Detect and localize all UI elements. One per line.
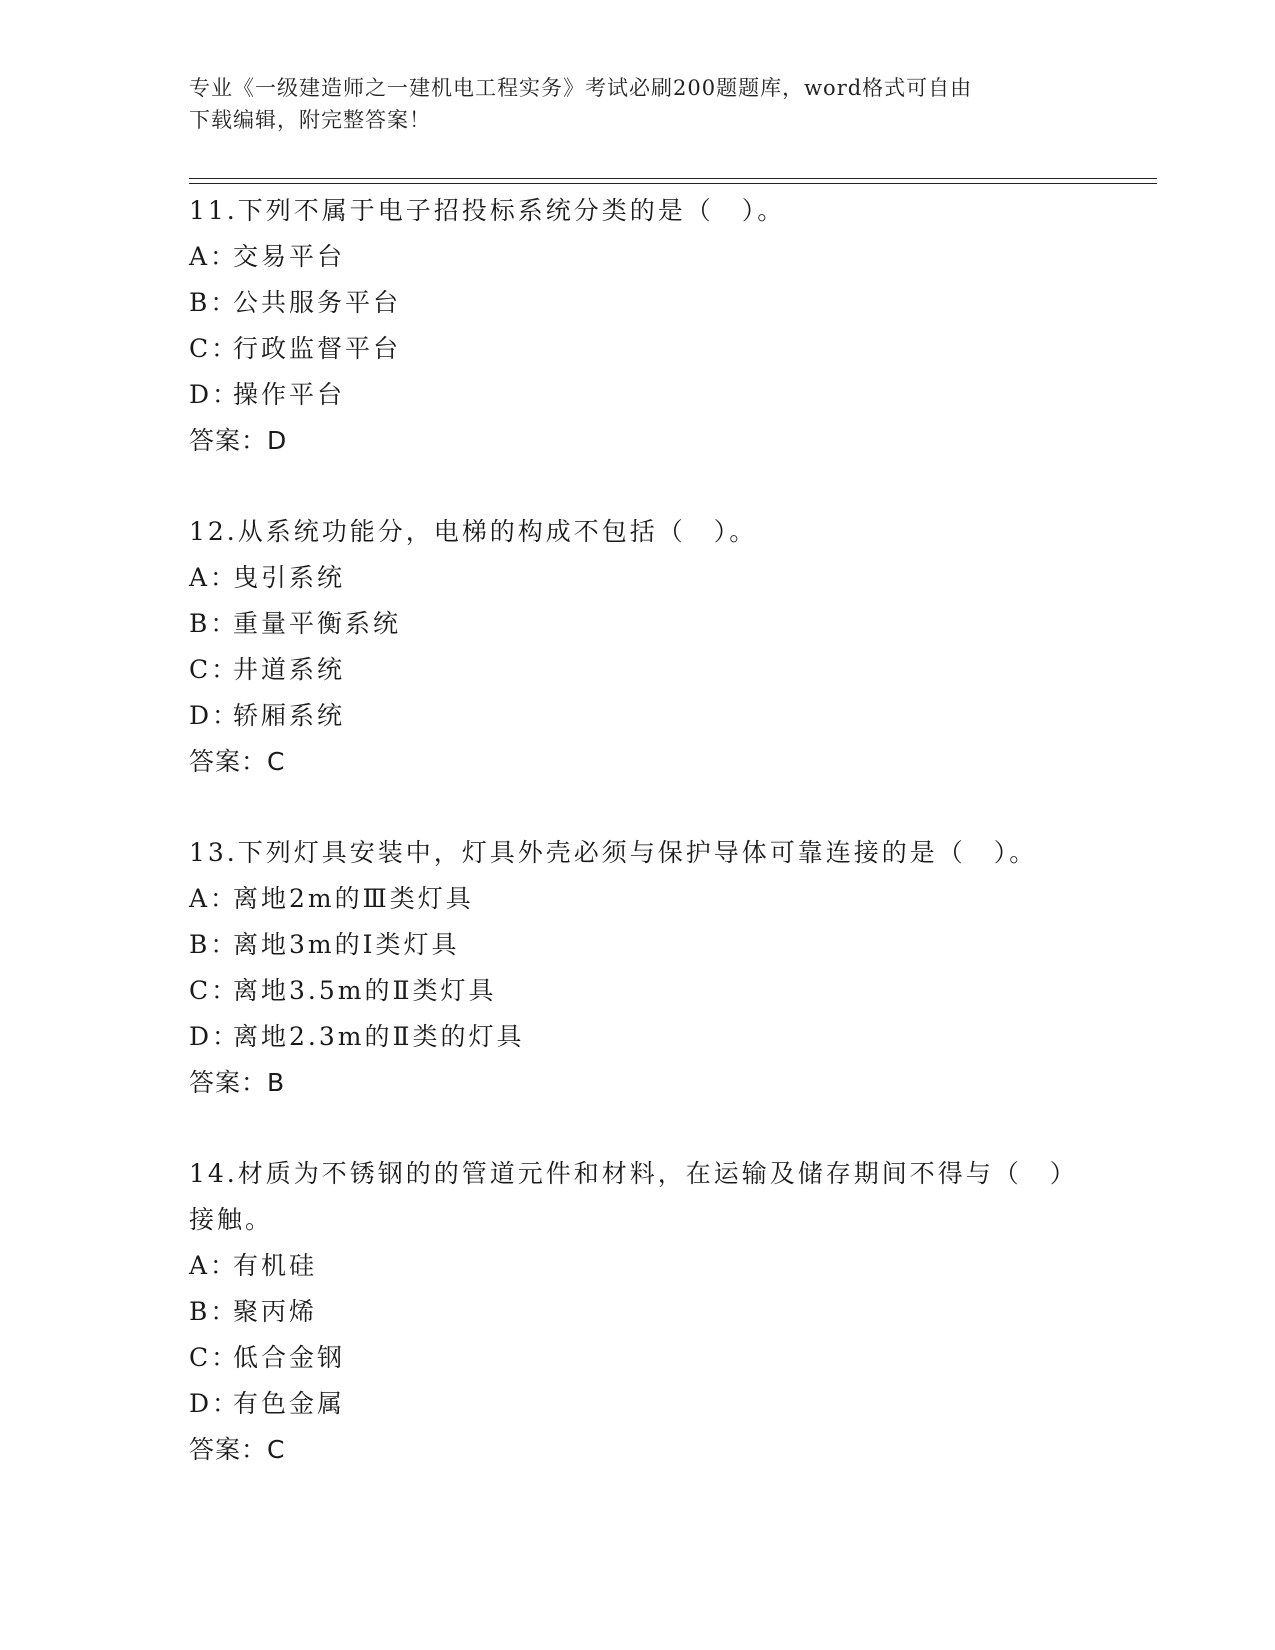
option-letter: A： [189, 884, 239, 913]
header-line-1: 专业《一级建造师之一建机电工程实务》考试必刷200题题库，word格式可自由 [189, 76, 973, 100]
option-b [189, 601, 1069, 647]
header-line-2: 下载编辑，附完整答案！ [189, 108, 431, 132]
option-text: 轿厢系统 [233, 701, 346, 730]
question-stem: 11.下列不属于电子招投标系统分类的是（ ）。 [189, 196, 786, 225]
option-c [189, 1335, 1069, 1381]
option-text: 有色金属 [233, 1389, 346, 1418]
option-c [189, 326, 1069, 372]
option-text: 聚丙烯 [233, 1297, 318, 1326]
question-11 [189, 188, 1069, 464]
option-text: 重量平衡系统 [233, 609, 402, 638]
option-a [189, 234, 1069, 280]
option-letter: A： [189, 242, 239, 271]
option-text: 操作平台 [233, 380, 346, 409]
option-d [189, 693, 1069, 739]
option-text: 交易平台 [233, 242, 346, 271]
question-12 [189, 509, 1069, 785]
option-text: 行政监督平台 [233, 334, 402, 363]
option-letter: B： [189, 1297, 239, 1326]
answer-label: 答案：B [189, 1068, 286, 1097]
option-letter: A： [189, 1251, 239, 1280]
option-b [189, 280, 1069, 326]
option-letter: C： [189, 655, 240, 684]
option-c [189, 647, 1069, 693]
option-c [189, 968, 1069, 1014]
option-b [189, 1289, 1069, 1335]
option-text: 离地3.5m的Ⅱ类灯具 [233, 976, 497, 1005]
option-letter: B： [189, 609, 239, 638]
option-text: 离地3m的Ⅰ类灯具 [233, 930, 460, 959]
option-d [189, 1014, 1069, 1060]
option-text: 曳引系统 [233, 563, 346, 592]
option-letter: C： [189, 1343, 240, 1372]
option-text: 井道系统 [233, 655, 346, 684]
answer-label: 答案：D [189, 426, 288, 455]
option-a [189, 876, 1069, 922]
option-letter: B： [189, 288, 239, 317]
option-text: 公共服务平台 [233, 288, 402, 317]
question-list [189, 188, 1069, 1518]
option-a [189, 555, 1069, 601]
option-d [189, 1381, 1069, 1427]
question-14 [189, 1151, 1069, 1473]
option-a [189, 1243, 1069, 1289]
document-header [189, 72, 1089, 136]
option-letter: D： [189, 1389, 241, 1418]
option-text: 低合金钢 [233, 1343, 346, 1372]
question-stem: 14.材质为不锈钢的的管道元件和材料，在运输及储存期间不得与（ ）接触。 [189, 1159, 1066, 1234]
option-letter: D： [189, 380, 241, 409]
option-text: 离地2m的Ⅲ类灯具 [233, 884, 474, 913]
question-13 [189, 830, 1069, 1106]
option-d [189, 372, 1069, 418]
option-letter: B： [189, 930, 239, 959]
option-text: 有机硅 [233, 1251, 318, 1280]
option-text: 离地2.3m的Ⅱ类的灯具 [233, 1022, 525, 1051]
option-letter: C： [189, 976, 240, 1005]
option-letter: D： [189, 1022, 241, 1051]
option-b [189, 922, 1069, 968]
option-letter: D： [189, 701, 241, 730]
header-divider-top [189, 178, 1157, 179]
question-stem: 12.从系统功能分，电梯的构成不包括（ ）。 [189, 517, 758, 546]
option-letter: A： [189, 563, 239, 592]
answer-label: 答案：C [189, 1435, 286, 1464]
question-stem: 13.下列灯具安装中，灯具外壳必须与保护导体可靠连接的是（ ）。 [189, 838, 1038, 867]
answer-label: 答案：C [189, 747, 286, 776]
header-divider-bottom [189, 183, 1157, 184]
option-letter: C： [189, 334, 240, 363]
